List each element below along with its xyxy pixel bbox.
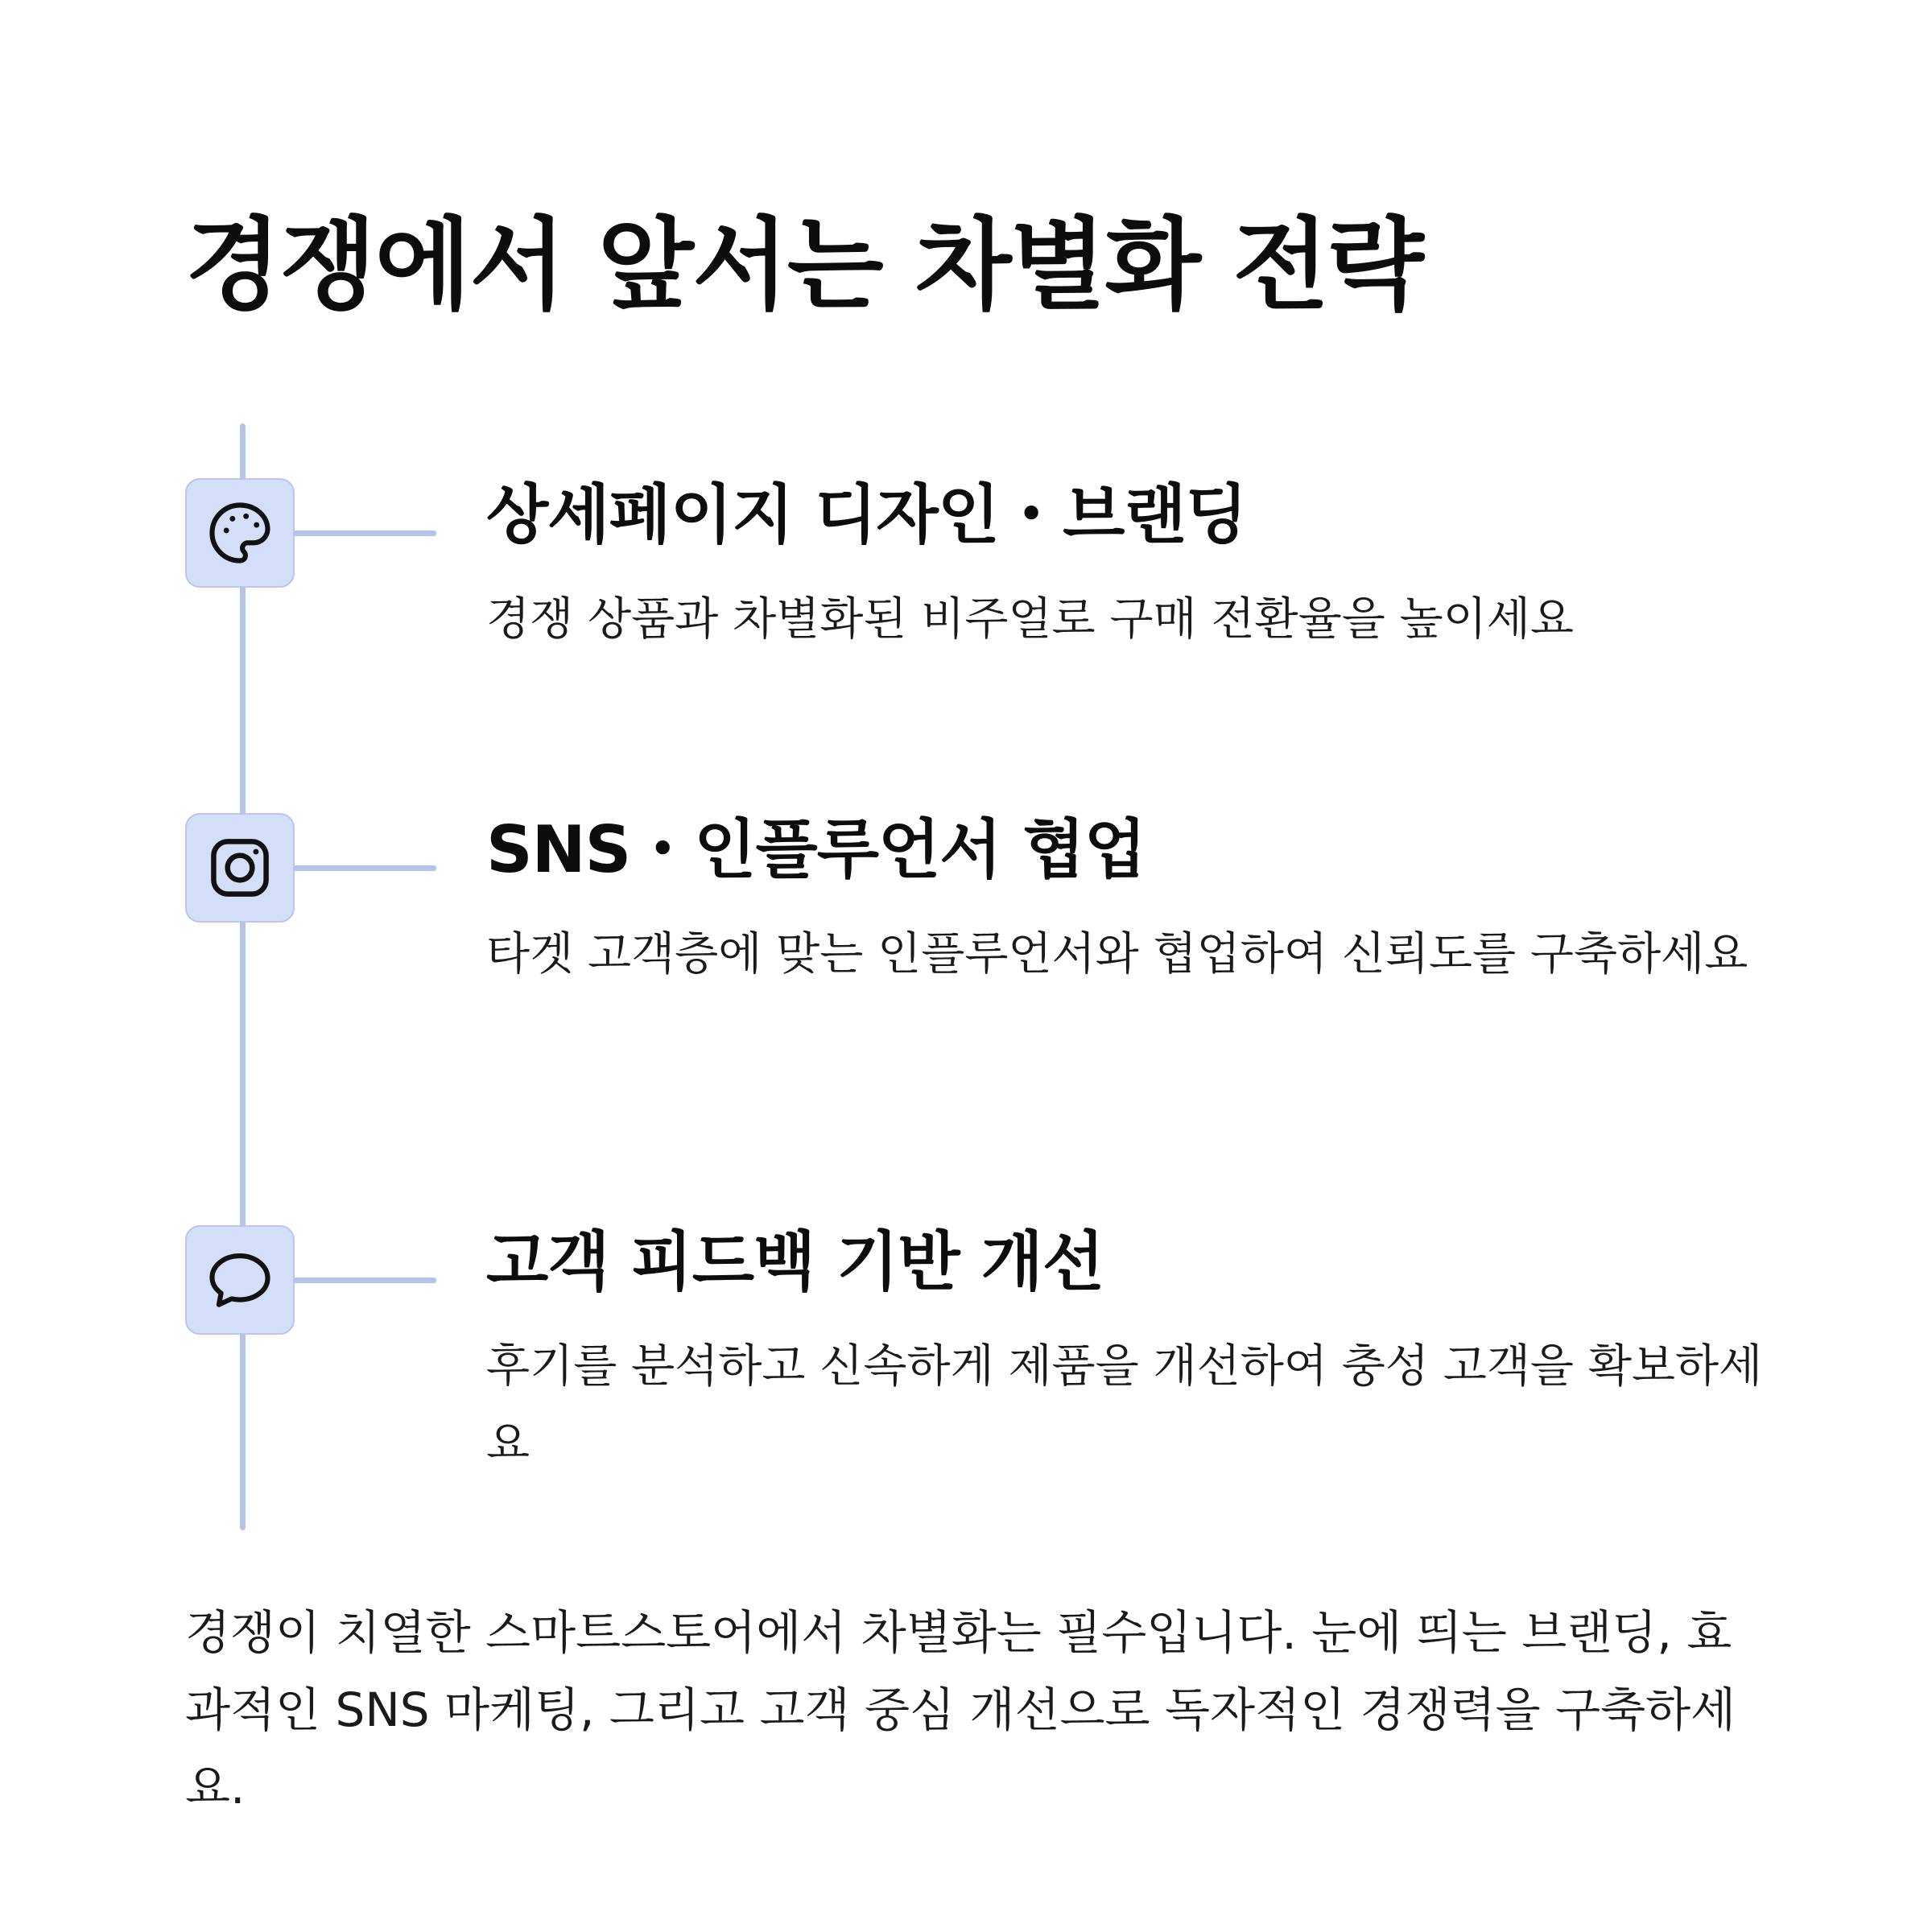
item-title: 고객 피드백 기반 개선	[486, 1224, 1104, 1299]
timeline-line	[240, 423, 246, 1530]
instagram-icon	[203, 831, 277, 905]
item-description: 경쟁 상품과 차별화된 비주얼로 구매 전환율을 높이세요	[486, 593, 1575, 646]
summary-paragraph: 경쟁이 치열한 스마트스토어에서 차별화는 필수입니다. 눈에 띄는 브랜딩, 효과적인 SNS 마케팅, 그리고 고객 중심 개선으로 독자적인 경쟁력을 구축하세요.	[185, 1605, 1736, 1814]
item-title: SNS・인플루언서 협업	[486, 812, 1146, 887]
item-description: 타겟 고객층에 맞는 인플루언서와 협업하여 신뢰도를 구축하세요	[486, 928, 1748, 980]
timeline-icon-box	[185, 813, 295, 923]
item-title: 상세페이지 디자인・브랜딩	[486, 477, 1247, 552]
chat-bubble-icon	[203, 1243, 277, 1317]
timeline-connector	[293, 530, 436, 536]
item-description: 후기를 분석하고 신속하게 제품을 개선하여 충성 고객을 확보하세요	[486, 1340, 1763, 1470]
palette-icon	[203, 496, 277, 570]
timeline-icon-box	[185, 478, 295, 588]
timeline-connector	[293, 1278, 436, 1283]
timeline-icon-box	[185, 1225, 295, 1335]
page-title: 경쟁에서 앞서는 차별화 전략	[185, 208, 1422, 324]
timeline-connector	[293, 865, 436, 871]
